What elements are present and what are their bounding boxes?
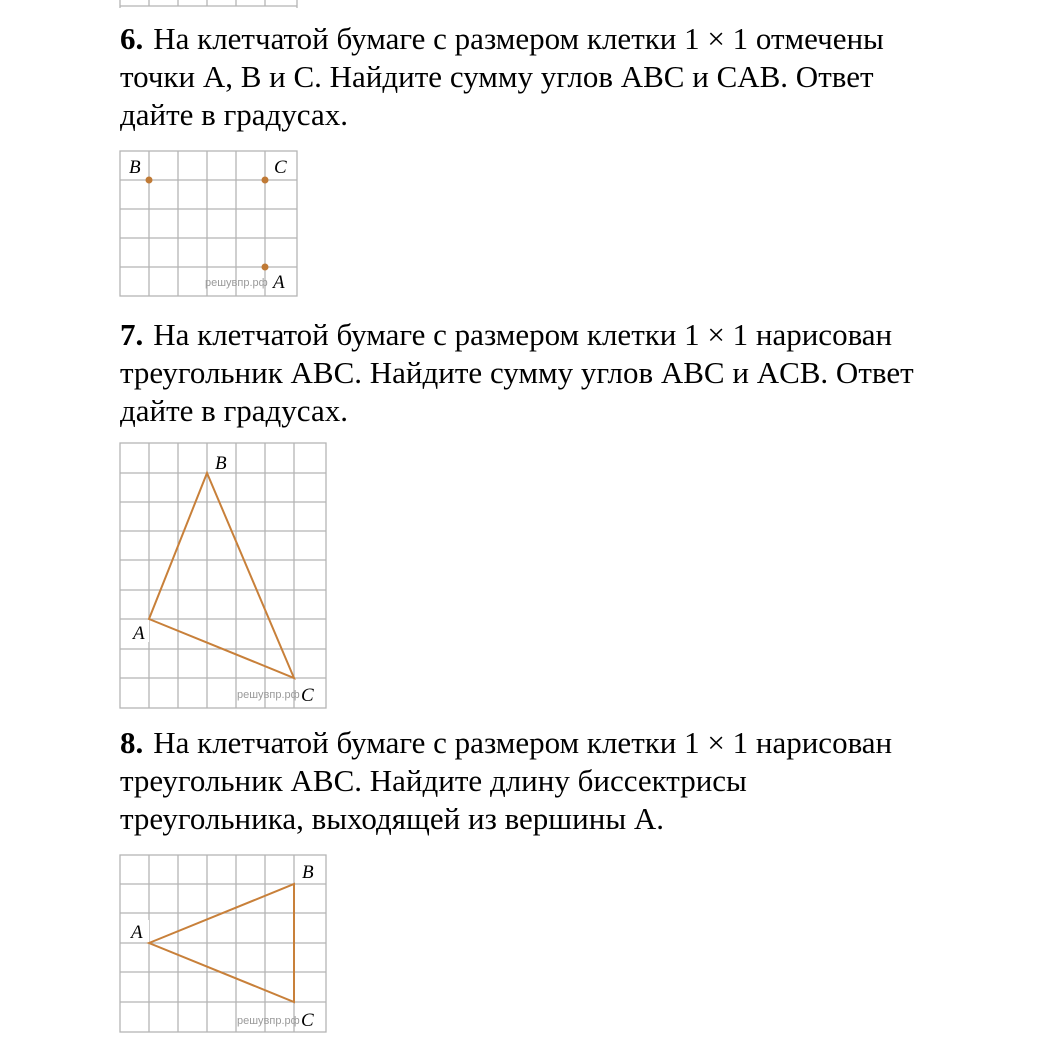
label-a: A: [133, 623, 145, 644]
problem-6-figure: [119, 150, 301, 298]
problem-8-text: [120, 724, 1030, 838]
problem-8-number: 8.: [120, 725, 144, 760]
problem-6-line-1: 6. На клетчатой бумаге с размером клетки 1 × 1 отмечены: [120, 21, 884, 56]
problem-8-line-2: треугольник ABC. Найдите длину биссектрисы: [120, 763, 747, 798]
point-a: [262, 264, 269, 271]
label-b: B: [215, 453, 227, 474]
watermark: решувпр.рф: [237, 1015, 300, 1027]
problem-6-number: 6.: [120, 21, 144, 56]
problem-8-line-3: треугольника, выходящей из вершины A.: [120, 801, 665, 836]
problem-7-figure: [119, 442, 329, 710]
label-b: B: [129, 157, 141, 178]
label-a: A: [273, 272, 285, 293]
problem-7-text: [120, 316, 1030, 430]
watermark: решувпр.рф: [237, 689, 300, 701]
label-c: C: [301, 685, 314, 706]
problem-7-line-3: дайте в градусах.: [120, 393, 348, 428]
point-b: [146, 177, 153, 184]
point-c: [262, 177, 269, 184]
problem-7-line-2: треугольник ABC. Найдите сумму углов ABC и ACB. Ответ: [120, 355, 914, 390]
watermark: решувпр.рф: [205, 277, 268, 289]
problem-6-line-3: дайте в градусах.: [120, 97, 348, 132]
grid: [120, 443, 326, 708]
problem-6-line-2: точки A, B и C. Найдите сумму углов ABC и CAB. Ответ: [120, 59, 874, 94]
triangle-abc: [149, 473, 294, 678]
problem-7-line-1: 7. На клетчатой бумаге с размером клетки 1 × 1 нарисован: [120, 317, 893, 352]
label-c: C: [274, 157, 287, 178]
grid: [120, 151, 297, 296]
label-b: B: [302, 862, 314, 883]
problem-8-line-1: 8. На клетчатой бумаге с размером клетки 1 × 1 нарисован: [120, 725, 893, 760]
label-c: C: [301, 1010, 314, 1031]
problem-8-figure: [119, 854, 329, 1034]
problem-7-number: 7.: [120, 317, 144, 352]
label-a: A: [131, 922, 143, 943]
problem-6-text: [120, 20, 1030, 134]
previous-figure-fragment: [119, 0, 299, 8]
